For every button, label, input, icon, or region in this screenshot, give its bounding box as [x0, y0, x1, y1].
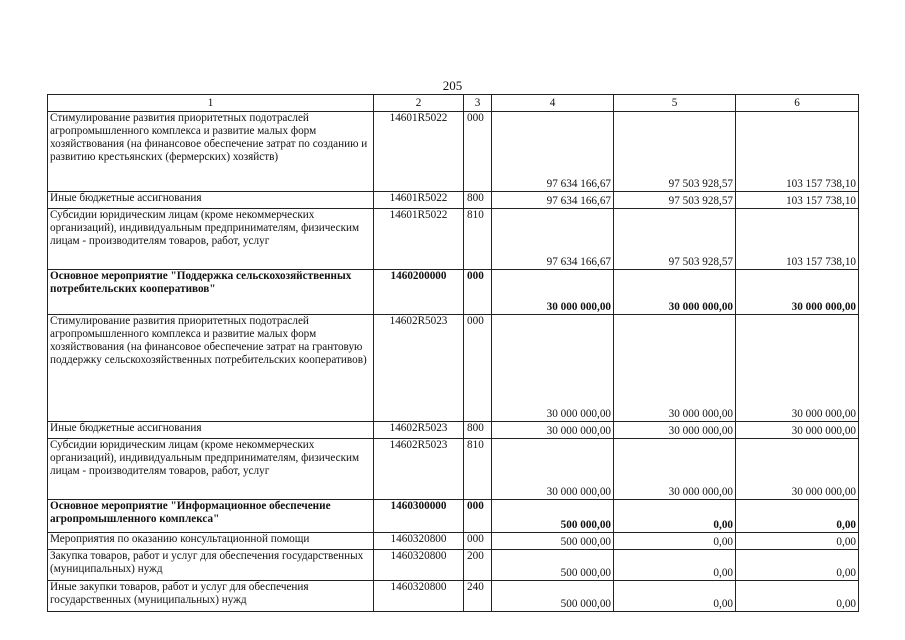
row-amount-1-cell: 97 634 166,67	[492, 192, 614, 209]
row-code-cell: 1460320800	[374, 533, 464, 550]
row-group-cell: 000	[464, 500, 492, 533]
row-amount-2-cell: 97 503 928,57	[614, 112, 736, 192]
row-amount-3-cell: 30 000 000,00	[736, 439, 859, 500]
row-amount-2-cell: 30 000 000,00	[614, 422, 736, 439]
row-group-cell: 000	[464, 315, 492, 422]
row-code-cell: 1460320800	[374, 581, 464, 612]
budget-table-body	[48, 95, 859, 612]
table-row	[48, 533, 859, 550]
table-row	[48, 581, 859, 612]
table-row	[48, 112, 859, 192]
page-number: 205	[442, 78, 463, 93]
row-amount-1-cell: 30 000 000,00	[492, 439, 614, 500]
table-row	[48, 270, 859, 315]
row-code-cell: 14601R5022	[374, 209, 464, 270]
row-code-cell: 1460300000	[374, 500, 464, 533]
row-name-cell: Иные бюджетные ассигнования	[48, 192, 374, 209]
row-amount-2-cell: 0,00	[614, 533, 736, 550]
row-code-cell: 14602R5023	[374, 315, 464, 422]
column-header: 3	[464, 95, 492, 112]
table-row	[48, 500, 859, 533]
column-header: 2	[374, 95, 464, 112]
table-row	[48, 550, 859, 581]
row-amount-3-cell: 103 157 738,10	[736, 192, 859, 209]
row-amount-1-cell: 500 000,00	[492, 533, 614, 550]
row-amount-2-cell: 30 000 000,00	[614, 439, 736, 500]
row-amount-3-cell: 103 157 738,10	[736, 112, 859, 192]
row-code-cell: 14602R5023	[374, 422, 464, 439]
row-amount-2-cell: 30 000 000,00	[614, 270, 736, 315]
row-amount-1-cell: 97 634 166,67	[492, 209, 614, 270]
row-amount-1-cell: 500 000,00	[492, 550, 614, 581]
row-group-cell: 800	[464, 422, 492, 439]
row-amount-3-cell: 0,00	[736, 581, 859, 612]
row-group-cell: 240	[464, 581, 492, 612]
column-header: 1	[48, 95, 374, 112]
row-code-cell: 1460320800	[374, 550, 464, 581]
row-code-cell: 1460200000	[374, 270, 464, 315]
row-amount-2-cell: 30 000 000,00	[614, 315, 736, 422]
row-amount-2-cell: 0,00	[614, 550, 736, 581]
row-amount-3-cell: 0,00	[736, 500, 859, 533]
row-group-cell: 810	[464, 439, 492, 500]
row-name-cell: Стимулирование развития приоритетных подотраслей агропромышленного комплекса и развитие малых форм хозяйствования (на финансовое обеспечение затрат на грантовую поддержку сельскохозяйственных потребительских кооперативов)	[48, 315, 374, 422]
row-amount-1-cell: 30 000 000,00	[492, 422, 614, 439]
row-amount-1-cell: 30 000 000,00	[492, 270, 614, 315]
row-amount-3-cell: 30 000 000,00	[736, 315, 859, 422]
budget-table	[47, 94, 859, 612]
table-row	[48, 209, 859, 270]
table-row	[48, 315, 859, 422]
row-amount-1-cell: 500 000,00	[492, 581, 614, 612]
row-amount-2-cell: 0,00	[614, 500, 736, 533]
row-name-cell: Иные закупки товаров, работ и услуг для обеспечения государственных (муниципальных) нужд	[48, 581, 374, 612]
row-name-cell: Основное мероприятие "Поддержка сельскохозяйственных потребительских кооперативов"	[48, 270, 374, 315]
row-name-cell: Иные бюджетные ассигнования	[48, 422, 374, 439]
row-amount-2-cell: 97 503 928,57	[614, 209, 736, 270]
row-name-cell: Стимулирование развития приоритетных подотраслей агропромышленного комплекса и развитие малых форм хозяйствования (на финансовое обеспечение затрат по созданию и развитию крестьянских (фермерских) хозяйств)	[48, 112, 374, 192]
row-amount-3-cell: 30 000 000,00	[736, 270, 859, 315]
row-amount-3-cell: 103 157 738,10	[736, 209, 859, 270]
table-row	[48, 439, 859, 500]
table-row	[48, 192, 859, 209]
row-amount-2-cell: 0,00	[614, 581, 736, 612]
table-row	[48, 422, 859, 439]
row-amount-1-cell: 30 000 000,00	[492, 315, 614, 422]
row-amount-1-cell: 500 000,00	[492, 500, 614, 533]
column-header: 4	[492, 95, 614, 112]
row-name-cell: Мероприятия по оказанию консультационной помощи	[48, 533, 374, 550]
column-header: 6	[736, 95, 859, 112]
row-code-cell: 14601R5022	[374, 112, 464, 192]
row-amount-3-cell: 0,00	[736, 550, 859, 581]
row-name-cell: Закупка товаров, работ и услуг для обеспечения государственных (муниципальных) нужд	[48, 550, 374, 581]
row-group-cell: 810	[464, 209, 492, 270]
row-group-cell: 000	[464, 533, 492, 550]
row-amount-2-cell: 97 503 928,57	[614, 192, 736, 209]
row-amount-3-cell: 30 000 000,00	[736, 422, 859, 439]
row-group-cell: 000	[464, 270, 492, 315]
row-group-cell: 000	[464, 112, 492, 192]
row-amount-1-cell: 97 634 166,67	[492, 112, 614, 192]
row-code-cell: 14601R5022	[374, 192, 464, 209]
column-header: 5	[614, 95, 736, 112]
row-name-cell: Субсидии юридическим лицам (кроме некоммерческих организаций), индивидуальным предпринимателям, физическим лицам - производителям товаров, работ, услуг	[48, 439, 374, 500]
row-group-cell: 800	[464, 192, 492, 209]
row-code-cell: 14602R5023	[374, 439, 464, 500]
row-name-cell: Субсидии юридическим лицам (кроме некоммерческих организаций), индивидуальным предпринимателям, физическим лицам - производителям товаров, работ, услуг	[48, 209, 374, 270]
row-amount-3-cell: 0,00	[736, 533, 859, 550]
row-group-cell: 200	[464, 550, 492, 581]
row-name-cell: Основное мероприятие "Информационное обеспечение агропромышленного комплекса"	[48, 500, 374, 533]
header-row	[48, 95, 859, 112]
